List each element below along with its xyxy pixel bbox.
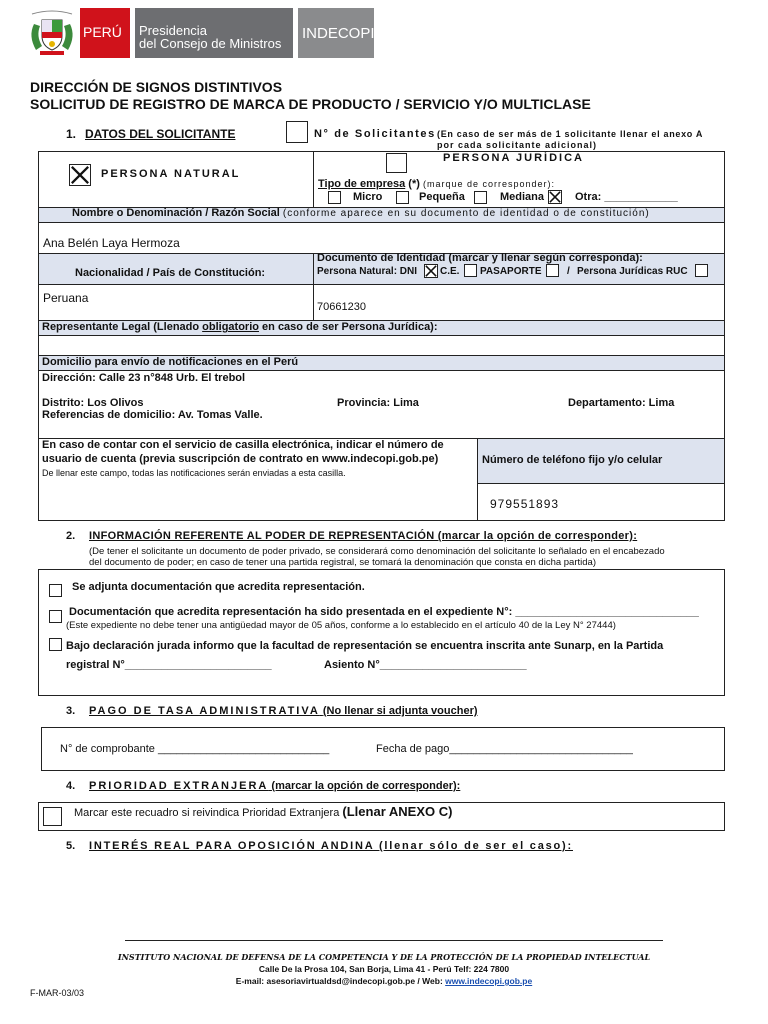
opt3-label: Bajo declaración jurada informo que la facultad de representación se encuentra inscrita ante Sunarp, en la Partida: [66, 640, 664, 652]
prioridad-checkbox[interactable]: [43, 807, 62, 826]
doc-value: 70661230: [317, 301, 366, 313]
nombre-value: Ana Belén Laya Hermoza: [43, 236, 180, 250]
asiento-field[interactable]: Asiento N°________________________: [324, 659, 527, 671]
section5-title: INTERÉS REAL PARA OPOSICIÓN ANDINA (llenar sólo de ser el caso):: [89, 840, 573, 852]
comprobante-field[interactable]: N° de comprobante ____________________________: [60, 743, 330, 755]
ruc-checkbox[interactable]: [695, 264, 708, 277]
prioridad-anexo: (Llenar ANEXO C): [342, 804, 453, 819]
presidencia-line1: Presidencia: [139, 23, 207, 38]
otra-label: Otra: ____________: [575, 191, 678, 203]
persona-natural-label: PERSONA NATURAL: [101, 168, 241, 180]
title-line1: DIRECCIÓN DE SIGNOS DISTINTIVOS: [30, 79, 283, 95]
opt3-checkbox[interactable]: [49, 638, 62, 651]
casilla-note: De llenar este campo, todas las notificaciones serán enviadas a esta casilla.: [42, 468, 346, 478]
num-solicitantes-label: N° de Solicitantes: [314, 128, 436, 140]
representante-obligatorio: obligatorio: [202, 321, 259, 333]
opt1-label: Se adjunta documentación que acredita representación.: [72, 581, 365, 593]
nacionalidad-value: Peruana: [43, 291, 89, 305]
doc-label: Documento de Identidad (marcar y llenar según corresponda):: [317, 252, 643, 264]
section4-title: PRIORIDAD EXTRANJERA: [89, 780, 269, 792]
section1-number: 1.: [66, 127, 77, 141]
section5-number: 5.: [66, 840, 76, 852]
section2-note2: del documento de poder; en caso de tener una partida registral, se tomará la denominación que consta en dicha partida): [89, 557, 596, 568]
pequena-checkbox[interactable]: [396, 191, 409, 204]
section3-title-note: (No llenar si adjunta voucher): [322, 705, 478, 717]
footer-line2: Calle De la Prosa 104, San Borja, Lima 41 - Perú Telf: 224 7800: [258, 964, 510, 974]
opt1-checkbox[interactable]: [49, 584, 62, 597]
nombre-label-row: [72, 207, 650, 219]
opt2-checkbox[interactable]: [49, 610, 62, 623]
persona-juridica-label: PERSONA JURÍDICA: [443, 152, 584, 164]
persona-natural-checkbox[interactable]: [69, 164, 91, 186]
footer-line1: INSTITUTO NACIONAL DE DEFENSA DE LA COMPETENCIA Y DE LA PROTECCIÓN DE LA PROPIEDAD INTELECTUAL: [117, 952, 651, 962]
doc-slash: /: [567, 266, 570, 277]
doc-pasaporte: PASAPORTE: [480, 266, 542, 277]
tipo-empresa-text: Tipo de empresa: [318, 178, 406, 190]
presidencia-line2: del Consejo de Ministros: [139, 36, 282, 51]
section3-title: PAGO DE TASA ADMINISTRATIVA: [89, 705, 320, 717]
title-line2: SOLICITUD DE REGISTRO DE MARCA DE PRODUCTO / SERVICIO Y/O MULTICLASE: [30, 96, 591, 112]
nacionalidad-label: Nacionalidad / País de Constitución:: [75, 267, 266, 279]
registral-field[interactable]: registral N°________________________: [66, 659, 272, 671]
section2-title: INFORMACIÓN REFERENTE AL PODER DE REPRESENTACIÓN (marcar la opción de corresponder):: [89, 530, 638, 542]
telefono-value: 979551893: [490, 497, 560, 511]
prioridad-text: Marcar este recuadro si reivindica Prioridad Extranjera: [74, 807, 340, 819]
section2-number: 2.: [66, 530, 76, 542]
provincia-value: Provincia: Lima: [337, 397, 419, 409]
opt2-note: (Este expediente no debe tener una antigüedad mayor de 05 años, conforme a lo establecido en el artículo 40 de la Ley N° 27444): [66, 620, 616, 631]
fecha-pago-field[interactable]: Fecha de pago______________________________: [376, 743, 633, 755]
departamento-value: Departamento: Lima: [568, 397, 675, 409]
prioridad-text-row: [74, 804, 452, 819]
representante-label: Representante Legal (Llenado: [42, 321, 200, 333]
casilla-line2: usuario de cuenta (previa suscripción de contrato en www.indecopi.gob.pe): [42, 453, 439, 465]
tipo-empresa-ast: (*): [408, 178, 420, 190]
domicilio-label: Domicilio para envío de notificaciones en el Perú: [42, 356, 299, 368]
indecopi-label: INDECOPI: [302, 25, 375, 42]
mediana-empty-checkbox[interactable]: [474, 191, 487, 204]
mediana-checkbox[interactable]: [548, 190, 562, 204]
footer-web-link[interactable]: www.indecopi.gob.pe: [445, 976, 533, 986]
tipo-empresa-label: [318, 178, 555, 190]
section4-title-row: [89, 780, 460, 792]
casilla-line1: En caso de contar con el servicio de casilla electrónica, indicar el número de: [42, 439, 444, 451]
section4-number: 4.: [66, 780, 76, 792]
num-solicitantes-box[interactable]: [286, 121, 308, 143]
ce-checkbox[interactable]: [464, 264, 477, 277]
peru-label: PERÚ: [83, 24, 122, 40]
mediana-label: Mediana: [500, 191, 545, 203]
section3-number: 3.: [66, 705, 76, 717]
telefono-label: Número de teléfono fijo y/o celular: [482, 454, 663, 466]
num-solicitantes-note-2: por cada solicitante adicional): [437, 140, 598, 150]
num-solicitantes-note-1: (En caso de ser más de 1 solicitante llenar el anexo A: [437, 129, 704, 139]
referencias-value: Referencias de domicilio: Av. Tomas Valle.: [42, 409, 263, 421]
representante-rest: en caso de ser Persona Jurídica):: [262, 321, 438, 333]
section2-note1: (De tener el solicitante un documento de poder privado, se considerará como denominación del solicitante lo señalado en el encabezado: [89, 546, 665, 557]
footer-line3: [0, 976, 768, 986]
dni-checkbox[interactable]: [424, 264, 438, 278]
doc-ce: C.E.: [440, 266, 460, 277]
doc-juridicas: Persona Jurídicas RUC: [577, 266, 688, 277]
pasaporte-checkbox[interactable]: [546, 264, 559, 277]
nombre-note: (conforme aparece en su documento de identidad o de constitución): [282, 208, 650, 219]
direccion-value: Dirección: Calle 23 n°848 Urb. El trebol: [42, 372, 246, 384]
doc-persona-natural: Persona Natural: DNI: [317, 266, 418, 277]
footer-email: E-mail: asesoriavirtualdsd@indecopi.gob.pe / Web:: [235, 976, 443, 986]
peru-shield-logo: [26, 6, 78, 58]
section4-title-note: (marcar la opción de corresponder):: [271, 780, 461, 792]
distrito-value: Distrito: Los Olivos: [42, 397, 144, 409]
footer-rule: [125, 940, 663, 941]
tipo-empresa-note: (marque de corresponder):: [422, 179, 556, 189]
representante-row: [42, 321, 438, 333]
section3-title-row: [89, 705, 478, 717]
micro-checkbox[interactable]: [328, 191, 341, 204]
micro-label: Micro: [353, 191, 383, 203]
pequena-label: Pequeña: [419, 191, 465, 203]
opt2-label: Documentación que acredita representación ha sido presentada en el expediente N°: ______________________________: [69, 606, 699, 618]
nombre-label: Nombre o Denominación / Razón Social: [72, 207, 280, 219]
persona-juridica-checkbox[interactable]: [386, 153, 407, 173]
form-code: F-MAR-03/03: [30, 988, 85, 998]
section1-title: DATOS DEL SOLICITANTE: [85, 127, 236, 141]
